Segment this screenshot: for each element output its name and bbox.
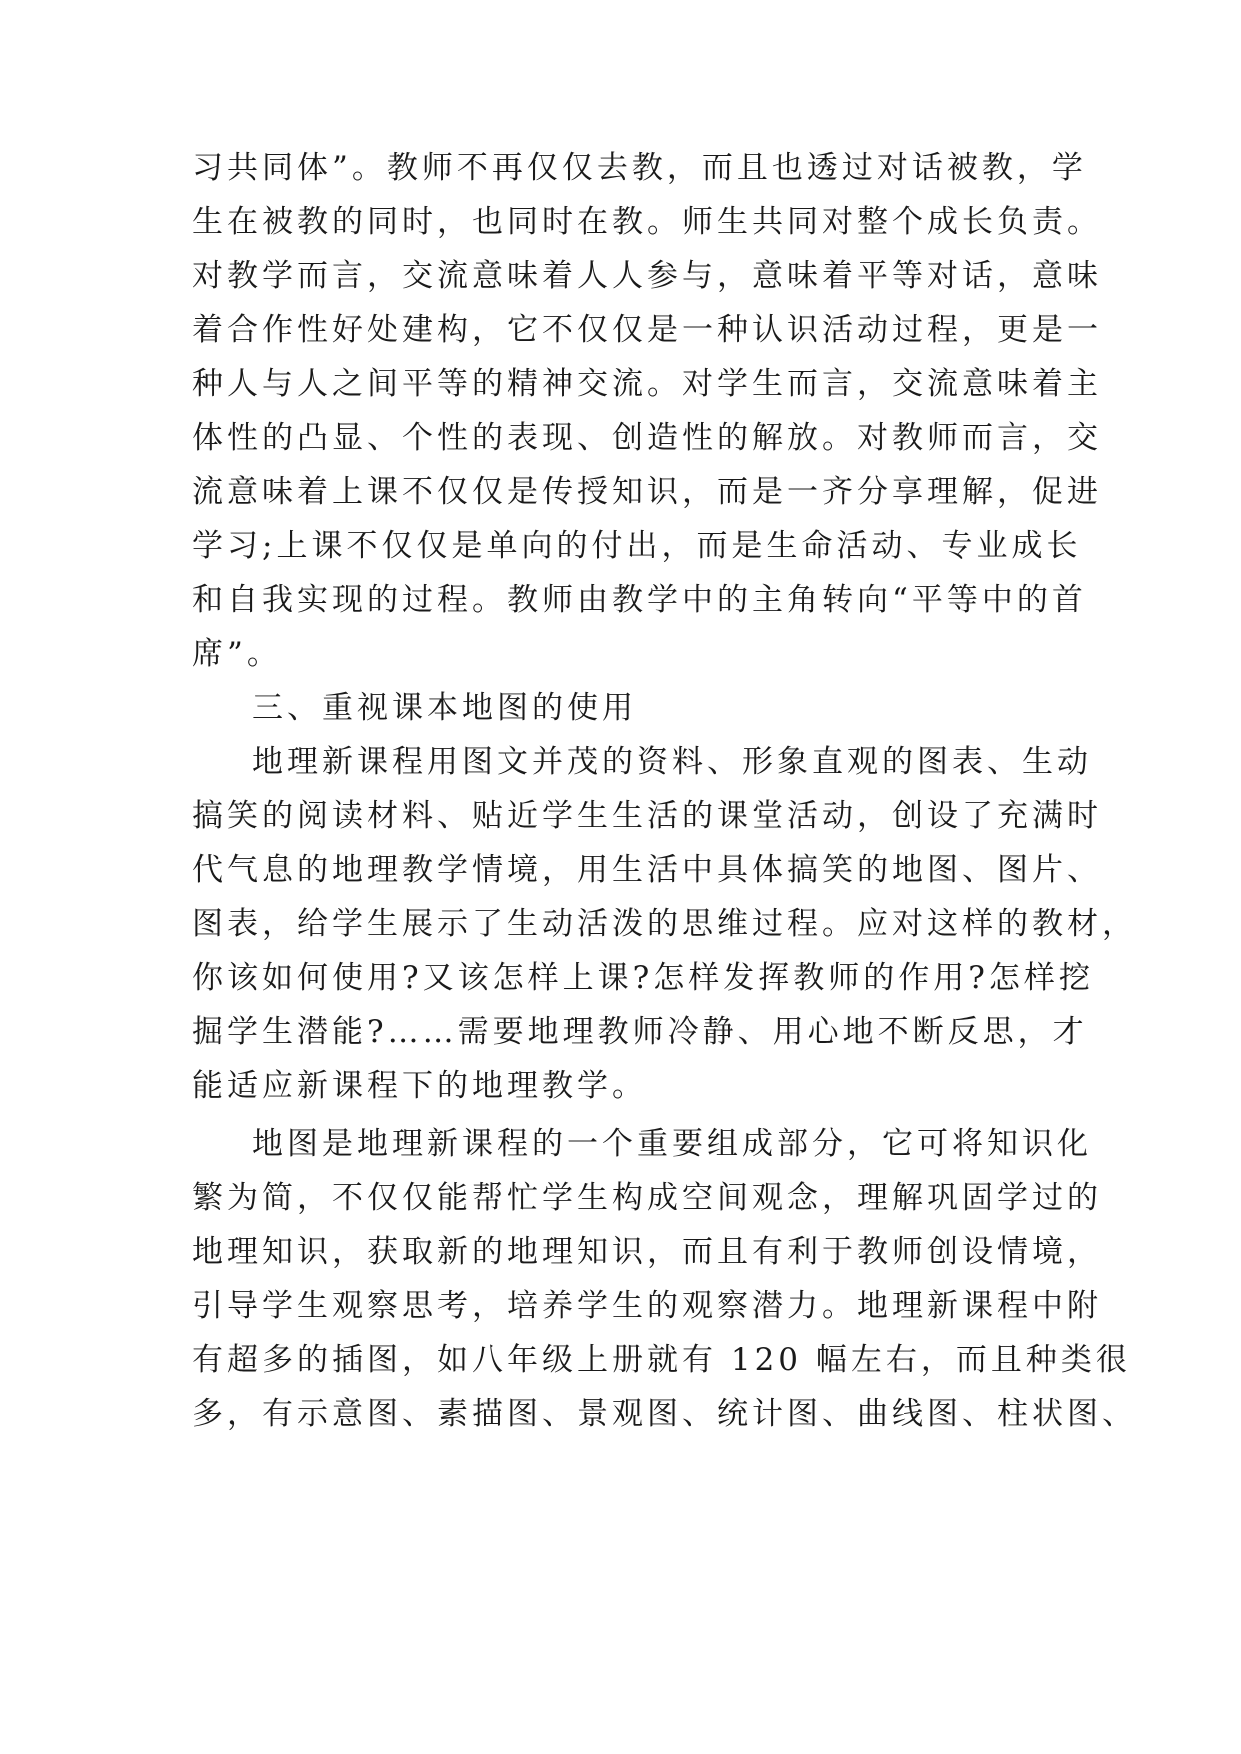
text-line: 繁为简，不仅仅能帮忙学生构成空间观念，理解巩固学过的 [192,1180,1102,1216]
text-line: 能适应新课程下的地理教学。 [192,1068,647,1104]
text-line: 地理新课程用图文并茂的资料、形象直观的图表、生动 [252,744,1092,780]
text-line: 掘学生潜能?……需要地理教师冷静、用心地不断反思，才 [192,1014,1088,1050]
text-line: 地理知识，获取新的地理知识，而且有利于教师创设情境， [192,1234,1102,1270]
text-line: 流意味着上课不仅仅是传授知识，而是一齐分享理解，促进 [192,474,1102,510]
section-heading: 三、重视课本地图的使用 [252,690,637,726]
text-line: 有超多的插图，如八年级上册就有 120 幅左右，而且种类很 [192,1342,1131,1378]
text-line: 种人与人之间平等的精神交流。对学生而言，交流意味着主 [192,366,1102,402]
text-line: 图表，给学生展示了生动活泼的思维过程。应对这样的教材， [192,906,1137,942]
text-line: 习共同体”。教师不再仅仅去教，而且也透过对话被教，学 [192,150,1087,186]
text-line: 学习;上课不仅仅是单向的付出，而是生命活动、专业成长 [192,528,1082,564]
text-line: 席”。 [192,636,282,672]
text-line: 体性的凸显、个性的表现、创造性的解放。对教师而言，交 [192,420,1102,456]
text-line: 你该如何使用?又该怎样上课?怎样发挥教师的作用?怎样挖 [192,960,1094,996]
text-line: 代气息的地理教学情境，用生活中具体搞笑的地图、图片、 [192,852,1102,888]
text-line: 搞笑的阅读材料、贴近学生生活的课堂活动，创设了充满时 [192,798,1102,834]
text-line: 着合作性好处建构，它不仅仅是一种认识活动过程，更是一 [192,312,1102,348]
text-line: 地图是地理新课程的一个重要组成部分，它可将知识化 [252,1126,1092,1162]
text-line: 多，有示意图、素描图、景观图、统计图、曲线图、柱状图、 [192,1396,1137,1432]
text-line: 和自我实现的过程。教师由教学中的主角转向“平等中的首 [192,582,1087,618]
text-line: 引导学生观察思考，培养学生的观察潜力。地理新课程中附 [192,1288,1102,1324]
text-line: 对教学而言，交流意味着人人参与，意味着平等对话，意味 [192,258,1102,294]
text-line: 生在被教的同时，也同时在教。师生共同对整个成长负责。 [192,204,1102,240]
